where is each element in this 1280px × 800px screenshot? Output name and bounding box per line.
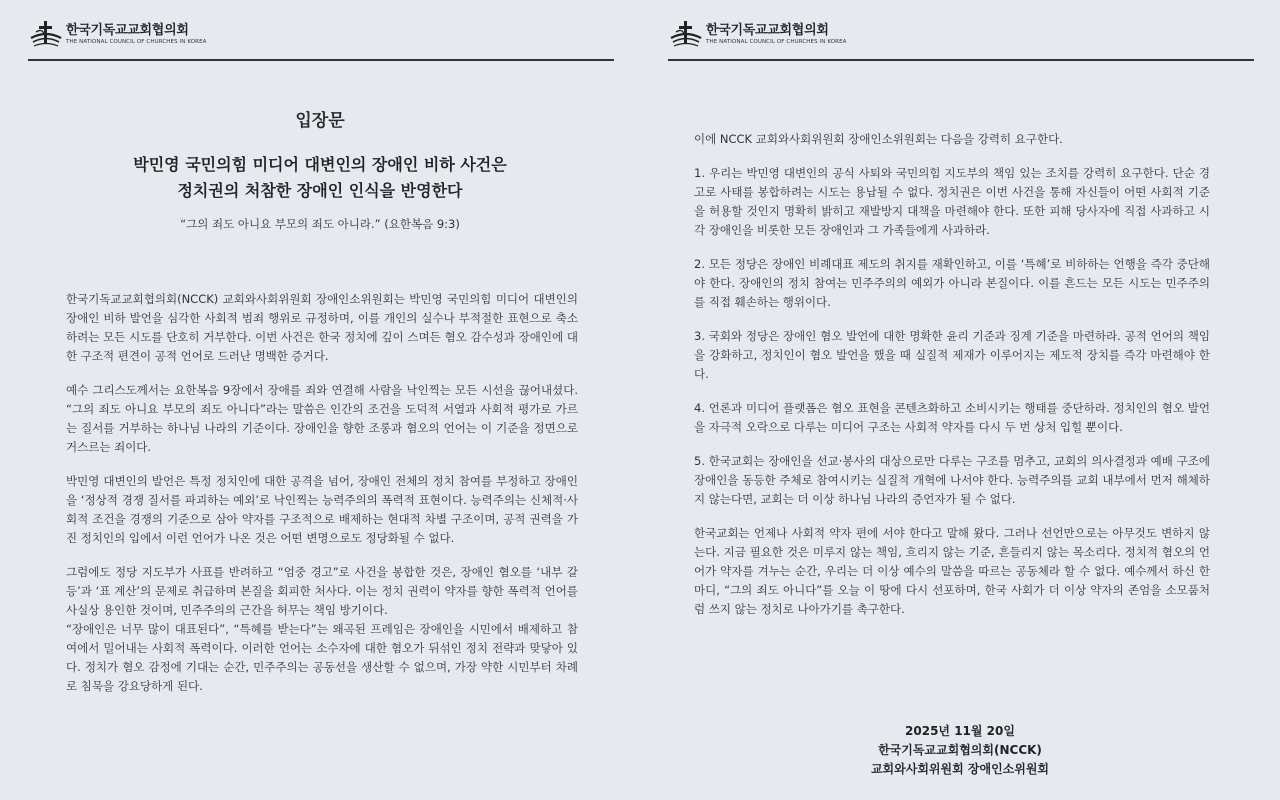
demand-item-5: 5. 한국교회는 장애인을 선교·봉사의 대상으로만 다루는 구조를 멈추고, 교회의 의사결정과 예배 구조에 장애인을 동등한 주체로 참여시키는 실질적 개혁에 나서야 한다. 능력주의를 교회 내부에서 먼저 해체하지 않는다면, 교회는 더 이상 하나님 나라의 증언자가 될 수 없다. <box>694 454 1210 506</box>
right-body <box>694 130 1210 634</box>
paragraph: 예수 그리스도께서는 요한복음 9장에서 장애를 죄와 연결해 사람을 낙인찍는 모든 시선을 끊어내셨다. “그의 죄도 아니요 부모의 죄도 아니다”라는 말씀은 인간의 조건을 도덕적 서열과 사회적 평가로 가르는 질서를 거부하는 하나님 나라의 기준이다. 장애인을 향한 조롱과 혐오의 언어는 이 기준을 정면으로 거스르는 죄이다. <box>66 383 578 454</box>
org-name-korean: 한국기독교교회협의회 <box>66 22 189 38</box>
closing-paragraph: 한국교회는 언제나 사회적 약자 편에 서야 한다고 말해 왔다. 그러나 선언만으로는 아무것도 변하지 않는다. 지금 필요한 것은 미루지 않는 책임, 흐리지 않는 기준, 흔들리지 않는 목소리다. 정치적 혐오의 언어가 약자를 겨누는 순간, 우리는 더 이상 예수의 말씀을 따르는 공동체라 할 수 없다. 예수께서 하신 한 마디, “그의 죄도 아니다”를 오늘 이 땅에 다시 선포하며, 한국 사회가 더 이상 약자의 존엄을 소모품처럼 쓰지 않는 정치로 나아가기를 촉구한다. <box>694 526 1210 616</box>
paragraph: 그럼에도 정당 지도부가 사표를 반려하고 “엄중 경고”로 사건을 봉합한 것은, 장애인 혐오를 ‘내부 갈등’과 ‘표 계산’의 문제로 취급하며 본질을 회피한 처사다. 이는 정치 권력이 약자를 향한 폭력적 언어를 사실상 용인한 것이며, 민주주의의 근간을 허무는 책임 방기이다. <box>66 565 578 617</box>
ncck-logo-icon <box>28 18 64 50</box>
demand-item-1: 1. 우리는 박민영 대변인의 공식 사퇴와 국민의힘 지도부의 책임 있는 조치를 강력히 요구한다. 단순 경고로 사태를 봉합하려는 시도는 용납될 수 없다. 정치권은 이번 사건을 통해 자신들이 어떤 사회적 기준을 허용할 것인지 명확히 밝히고 재발방지 대책을 마련해야 한다. 또한 피해 당사자에 직접 사과하고 시각 장애인을 비롯한 모든 장애인과 그 가족들에게 사과하라. <box>694 166 1210 237</box>
paragraph: 한국기독교교회협의회(NCCK) 교회와사회위원회 장애인소위원회는 박민영 국민의힘 미디어 대변인의 장애인 비하 발언을 심각한 사회적 범죄 행위로 규정하며, 이를 개인의 실수나 부적절한 표현으로 축소하려는 모든 시도를 단호히 거부한다. 이번 사건은 한국 정치에 깊이 스며든 혐오 감수성과 장애인에 대한 구조적 편견이 공적 언어로 드러난 명백한 증거다. <box>66 292 578 363</box>
statement-page-2 <box>640 0 1280 800</box>
org-name-english: THE NATIONAL COUNCIL OF CHURCHES IN KOREA <box>706 38 847 45</box>
org-name-korean: 한국기독교교회협의회 <box>706 22 829 38</box>
demand-item-2: 2. 모든 정당은 장애인 비례대표 제도의 취지를 재확인하고, 이를 ‘특혜’로 비하하는 언행을 즉각 중단해야 한다. 장애인의 정치 참여는 민주주의의 예외가 아니라 본질이다. 이를 흔드는 모든 시도는 민주주의를 직접 훼손하는 행위이다. <box>694 257 1210 309</box>
signer-committee: 교회와사회위원회 장애인소위원회 <box>870 762 1050 776</box>
paragraph: 이에 NCCK 교회와사회위원회 장애인소위원회는 다음을 강력히 요구한다. <box>694 132 1063 146</box>
paragraph: 박민영 대변인의 발언은 특정 정치인에 대한 공격을 넘어, 장애인 전체의 정치 참여를 부정하고 장애인을 ‘정상적 경쟁 질서를 파괴하는 예외’로 낙인찍는 능력주의의 폭력적 표현이다. 능력주의는 신체적·사회적 조건을 경쟁의 기준으로 삼아 약자를 구조적으로 배제하는 현대적 차별 구조이며, 공적 권력을 가진 정치인의 입에서 이런 언어가 나온 것은 어떤 변명으로도 정당화될 수 없다. <box>66 474 578 545</box>
headline-line-2: 정치권의 처참한 장애인 인식을 반영한다 <box>177 181 463 200</box>
scripture-quote: “그의 죄도 아니요 부모의 죄도 아니라.” (요한복음 9:3) <box>180 217 460 231</box>
header-divider <box>668 59 1254 61</box>
left-body <box>66 290 578 711</box>
headline-line-1: 박민영 국민의힘 미디어 대변인의 장애인 비하 사건은 <box>133 155 507 174</box>
demand-item-4: 4. 언론과 미디어 플랫폼은 혐오 표현을 콘텐츠화하고 소비시키는 행태를 중단하라. 정치인의 혐오 발언을 자극적 오락으로 다루는 미디어 구조는 사회적 약자를 다시 두 번 상처 입힐 뿐이다. <box>694 401 1210 434</box>
paragraph: “장애인은 너무 많이 대표된다”, “특혜를 받는다”는 왜곡된 프레임은 장애인을 시민에서 배제하고 참여에서 밀어내는 사회적 폭력이다. 이러한 언어는 소수자에 대한 혐오가 뒤섞인 정치 전략과 맞닿아 있다. 정치가 혐오 감정에 기대는 순간, 민주주의는 공동선을 생산할 수 없으며, 가장 약한 시민부터 차례로 침묵을 강요당하게 된다. <box>66 622 578 693</box>
ncck-logo-icon <box>668 18 704 50</box>
signer-org: 한국기독교교회협의회(NCCK) <box>878 743 1042 757</box>
header-divider <box>28 59 614 61</box>
date: 2025년 11월 20일 <box>905 724 1015 738</box>
signature-block <box>640 722 1280 779</box>
document-title: 입장문 <box>295 111 345 131</box>
headline <box>0 152 640 204</box>
letterhead <box>668 18 847 50</box>
demand-item-3: 3. 국회와 정당은 장애인 혐오 발언에 대한 명확한 윤리 기준과 징계 기준을 마련하라. 공적 언어의 책임을 강화하고, 정치인이 혐오 발언을 했을 때 실질적 제재가 이루어지는 제도적 장치를 즉각 마련해야 한다. <box>694 329 1210 381</box>
letterhead <box>28 18 207 50</box>
org-name-english: THE NATIONAL COUNCIL OF CHURCHES IN KOREA <box>66 38 207 45</box>
